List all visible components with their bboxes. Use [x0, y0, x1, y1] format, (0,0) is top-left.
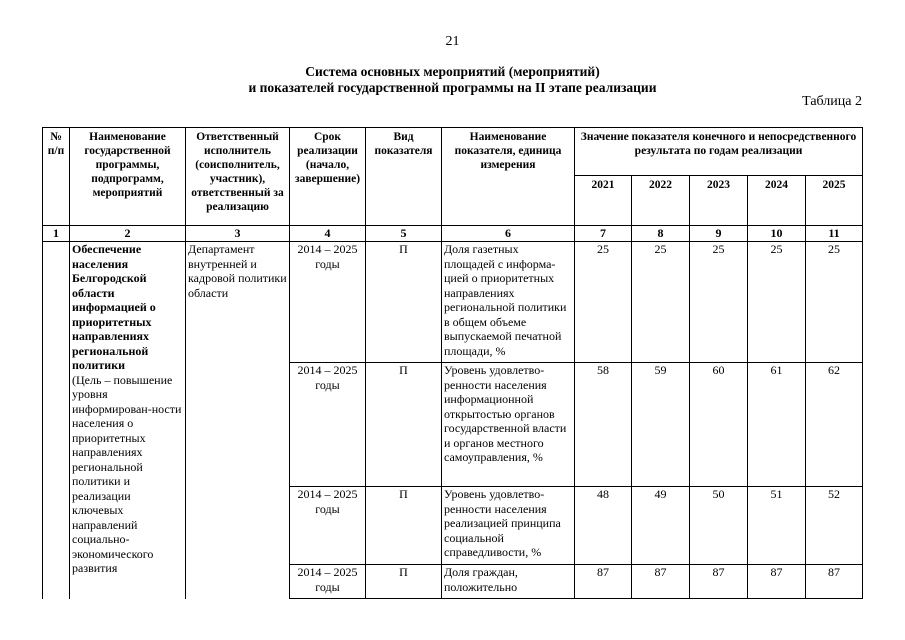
- type-cell: П: [366, 565, 442, 599]
- header-number: № п/п: [43, 128, 70, 226]
- term-cell: 2014 – 2025 годы: [290, 565, 366, 599]
- value-cell: 59: [632, 363, 690, 487]
- column-number: 3: [186, 226, 290, 242]
- table-label: Таблица 2: [802, 94, 862, 109]
- column-number: 11: [806, 226, 863, 242]
- page-number: 21: [445, 34, 460, 49]
- value-cell: 25: [632, 242, 690, 363]
- value-cell: 50: [690, 487, 748, 565]
- value-cell: 62: [806, 363, 863, 487]
- title-line-1: Система основных мероприятий (мероприятий): [305, 64, 600, 79]
- column-number: 4: [290, 226, 366, 242]
- column-number: 7: [575, 226, 632, 242]
- header-year: 2025: [806, 176, 863, 226]
- indicator-cell: Доля граждан, положительно: [442, 565, 575, 599]
- value-cell: 52: [806, 487, 863, 565]
- column-number: 6: [442, 226, 575, 242]
- value-cell: 25: [690, 242, 748, 363]
- term-cell: 2014 – 2025 годы: [290, 487, 366, 565]
- indicator-cell: Уровень удовлетво-ренности населения реализацией принципа социальной справедливости, %: [442, 487, 575, 565]
- column-number: 1: [43, 226, 70, 242]
- header-executor: Ответственный исполнитель (соисполнитель, участник), ответственный за реализацию: [186, 128, 290, 226]
- header-year: 2023: [690, 176, 748, 226]
- value-cell: 87: [806, 565, 863, 599]
- measure-goal: (Цель – повышение уровня информирован-ности населения о приоритетных направлениях региональной политики и реализации ключевых направлений социально-экономического развития: [72, 372, 182, 575]
- value-cell: 25: [748, 242, 806, 363]
- value-cell: 49: [632, 487, 690, 565]
- title-line-2: и показателей государственной программы на II этапе реализации: [248, 80, 657, 95]
- document-title: [0, 64, 905, 96]
- value-cell: 61: [748, 363, 806, 487]
- value-cell: 48: [575, 487, 632, 565]
- indicator-cell: Уровень удовлетво-ренности населения информационной открытостью органов государственной власти и органов местного самоуправления, %: [442, 363, 575, 487]
- row-number-cell: [43, 242, 70, 599]
- value-cell: 58: [575, 363, 632, 487]
- value-cell: 25: [806, 242, 863, 363]
- column-number: 10: [748, 226, 806, 242]
- column-number: 5: [366, 226, 442, 242]
- type-cell: П: [366, 363, 442, 487]
- table-row: [43, 242, 863, 363]
- executor-cell: Департамент внутренней и кадровой политики области: [186, 242, 290, 599]
- term-cell: 2014 – 2025 годы: [290, 242, 366, 363]
- value-cell: 60: [690, 363, 748, 487]
- column-number: 2: [70, 226, 186, 242]
- column-number: 8: [632, 226, 690, 242]
- indicator-cell: Доля газетных площадей с информа-цией о приоритетных направлениях региональной политики в общем объеме выпускаемой печатной площади, %: [442, 242, 575, 363]
- value-cell: 87: [632, 565, 690, 599]
- measure-name: Обеспечение населения Белгородской области информацией о приоритетных направлениях региональной политики: [72, 242, 156, 372]
- header-type: Вид показателя: [366, 128, 442, 226]
- measure-name-cell: [70, 242, 186, 599]
- value-cell: 87: [748, 565, 806, 599]
- term-cell: 2014 – 2025 годы: [290, 363, 366, 487]
- indicators-table: [42, 127, 863, 599]
- type-cell: П: [366, 242, 442, 363]
- column-number-row: [43, 226, 863, 242]
- header-values-group: Значение показателя конечного и непосредственного результата по годам реализации: [575, 128, 863, 176]
- value-cell: 25: [575, 242, 632, 363]
- value-cell: 51: [748, 487, 806, 565]
- header-year: 2022: [632, 176, 690, 226]
- header-year: 2024: [748, 176, 806, 226]
- header-name: Наименование государственной программы, подпрограмм, мероприятий: [70, 128, 186, 226]
- column-number: 9: [690, 226, 748, 242]
- type-cell: П: [366, 487, 442, 565]
- header-row: [43, 128, 863, 176]
- header-indicator: Наименование показателя, единица измерения: [442, 128, 575, 226]
- value-cell: 87: [575, 565, 632, 599]
- value-cell: 87: [690, 565, 748, 599]
- header-year: 2021: [575, 176, 632, 226]
- header-term: Срок реализации (начало, завершение): [290, 128, 366, 226]
